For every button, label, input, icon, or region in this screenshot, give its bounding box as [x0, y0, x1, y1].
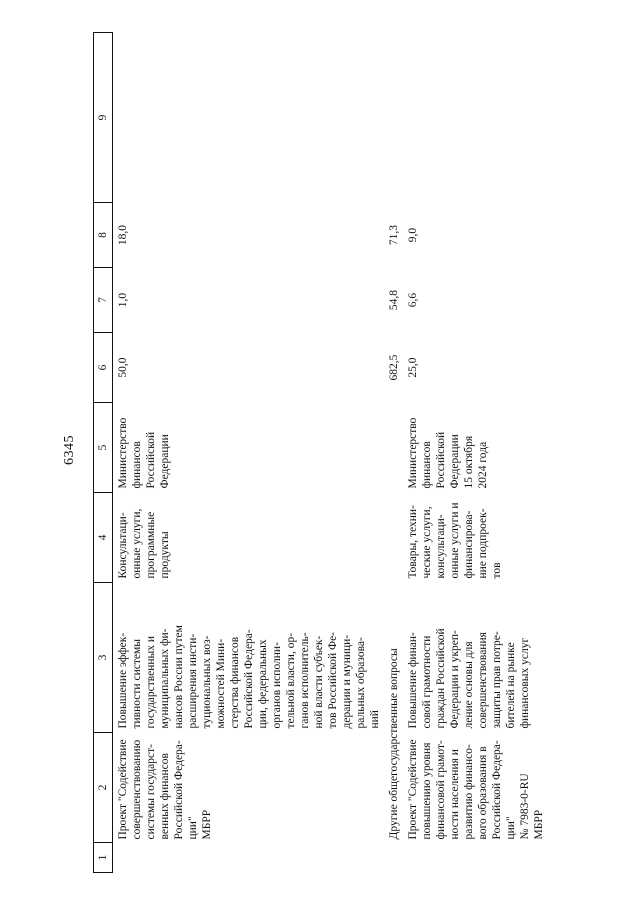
column-number-header: 2: [94, 733, 113, 843]
loan-projects-table: [93, 32, 548, 873]
column-number-header: 3: [94, 583, 113, 733]
table-row: [403, 33, 548, 873]
section-value-col-8: 71,3: [388, 224, 401, 246]
value-col-9: [403, 33, 548, 203]
value-col-6: 50,0: [117, 357, 129, 378]
page-number: 6345: [62, 435, 77, 465]
row-col-1: [113, 843, 385, 873]
project-name-cell: Проект "Содействие совершенствованию системы государст- венных финансов Российской Федера- ции" МБРР: [117, 739, 214, 840]
column-number-header: 9: [94, 33, 113, 203]
row-col-1: [384, 843, 403, 873]
value-col-7: 1,0: [117, 292, 129, 308]
column-number-header: 4: [94, 493, 113, 583]
section-value-col-9: [384, 33, 403, 203]
column-number-header-row: [94, 33, 113, 873]
executor-cell: Министерство финансов Российской Федерации 15 октября 2024 года: [407, 417, 490, 489]
column-number-header: 7: [94, 268, 113, 333]
project-name-cell: Проект "Содействие повышению уровня финансовой грамот- ности населения и развитию финансо- вого образования в Российской Федера- ции" № 7983-0-RU МБРР: [407, 739, 546, 840]
row-col-1: [403, 843, 548, 873]
section-value-col-7: 54,8: [388, 289, 401, 311]
value-col-9: [113, 33, 385, 203]
column-number-header: 5: [94, 403, 113, 493]
column-number-header: 6: [94, 333, 113, 403]
section-title: Другие общегосударственные вопросы: [388, 648, 401, 840]
rotated-table-sheet: [93, 33, 613, 873]
loan-purpose-cell: Консультаци- онные услуги, программные продукты: [117, 508, 172, 579]
column-number-header: 8: [94, 203, 113, 268]
loan-purpose-cell: Товары, техни- ческие услуги, консультаци- онные услуги и финансирова- ние подпроек- тов: [407, 502, 504, 579]
section-row: [384, 33, 403, 873]
value-col-6: 25,0: [407, 357, 420, 378]
column-number-header: 1: [94, 843, 113, 873]
table-row: [113, 33, 385, 873]
project-goal-cell: Повышение эффек- тивности системы государственных и муниципальных фи- нансов России путем расширения инсти- туциональных воз- можностей Мини- стерства финансов Российской Федера- ции, федеральных органов исполни- тельной власти, ор- ганов исполнитель- ной власти субъек- тов Российской Фе- дерации и муници- pальных образова- ний: [117, 625, 382, 729]
value-col-8: 18,0: [117, 224, 129, 246]
executor-cell: Министерство финансов Российской Федерации: [117, 417, 172, 489]
section-value-col-6: 682,5: [388, 354, 401, 381]
value-col-7: 6,6: [407, 292, 420, 308]
project-goal-cell: Повышение финан- совой грамотности граждан Российской Федерации и укреп- ление основы для совершенствования защиты прав потре- бителей на рынке финансовых услуг: [407, 628, 532, 729]
value-col-8: 9,0: [407, 227, 420, 243]
